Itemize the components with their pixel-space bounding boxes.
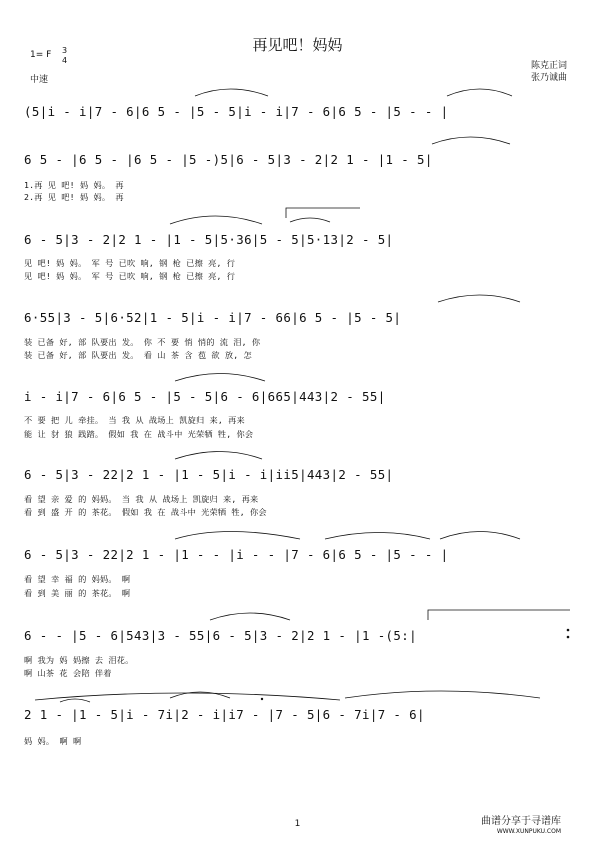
score-row-9: 2 1 - |1 - 5|i - 7i|2 - i|i7 - |7 - 5|6 - 7i|7 - 6| (24, 707, 425, 722)
lyricist-credit: 陈克正词 (530, 61, 567, 71)
footer-url: WWW.XUNPUKU.COM (496, 828, 561, 835)
score-row-8: 6 - - |5 - 6|543|3 - 55|6 - 5|3 - 2|2 1 - |1 -(5:| (24, 628, 417, 643)
composer-credit: 张乃诚曲 (530, 73, 567, 83)
tempo-marking: 中速 (30, 75, 49, 85)
page-number: 1 (294, 819, 301, 829)
key-signature: 1= F (30, 50, 52, 60)
lyrics-row-3-verse-1: 见 吧! 妈 妈。 军 号 已吹 响, 钢 枪 已擦 亮, 行 (24, 258, 236, 268)
time-signature-bottom: 4 (62, 56, 68, 65)
lyrics-row-8-verse-1: 啊 我为 妈 妈擦 去 泪花。 (24, 655, 134, 665)
lyrics-row-2-verse-1: 1.再 见 吧! 妈 妈。 再 (24, 180, 124, 190)
footer-text: 曲谱分享于寻谱库 (481, 816, 561, 827)
lyrics-row-5-verse-1: 不 要 把 儿 牵挂。 当 我 从 战场上 凯旋归 来, 再来 (24, 415, 245, 425)
lyrics-row-3-verse-2: 见 吧! 妈 妈。 军 号 已吹 响, 钢 枪 已擦 亮, 行 (24, 271, 236, 281)
score-row-2: 6 5 - |6 5 - |6 5 - |5 -)5|6 - 5|3 - 2|2 1 - |1 - 5| (24, 152, 433, 167)
lyrics-row-6-verse-1: 看 望 亲 爱 的 妈妈。 当 我 从 战场上 凯旋归 来, 再来 (24, 494, 259, 504)
score-row-7: 6 - 5|3 - 22|2 1 - |1 - - |i - - |7 - 6|6 5 - |5 - - | (24, 547, 449, 562)
lyrics-row-5-verse-2: 能 让 豺 狼 践踏。 假如 我 在 战斗中 光荣牺 牲, 你会 (24, 429, 254, 439)
score-row-6: 6 - 5|3 - 22|2 1 - |1 - 5|i - i|ii5|443|2 - 55| (24, 467, 394, 482)
lyrics-row-6-verse-2: 看 到 盛 开 的 茶花。 假如 我 在 战斗中 光荣牺 牲, 你会 (24, 507, 267, 517)
score-row-1: (5|i - i|7 - 6|6 5 - |5 - 5|i - i|7 - 6|6 5 - |5 - - | (24, 104, 449, 119)
page-title: 再见吧！妈妈 (252, 36, 343, 54)
lyrics-row-4-verse-1: 装 已备 好, 部 队要出 发。 你 不 要 悄 悄的 流 泪, 你 (24, 337, 261, 347)
lyrics-row-8-verse-2: 啊 山茶 花 会陪 伴着 (24, 668, 112, 678)
time-signature-top: 3 (62, 46, 68, 55)
lyrics-row-4-verse-2: 装 已备 好, 部 队要出 发。 看 山 茶 含 苞 欲 放, 怎 (24, 350, 252, 360)
lyrics-row-2-verse-2: 2.再 见 吧! 妈 妈。 再 (24, 192, 124, 202)
lyrics-row-7-verse-2: 看 到 美 丽 的 茶花。 啊 (24, 588, 131, 598)
score-row-3: 6 - 5|3 - 2|2 1 - |1 - 5|5·36|5 - 5|5·13|2 - 5| (24, 232, 394, 247)
score-row-4: 6·55|3 - 5|6·52|1 - 5|i - i|7 - 66|6 5 - |5 - 5| (24, 310, 402, 325)
score-row-5: i - i|7 - 6|6 5 - |5 - 5|6 - 6|665|443|2 - 55| (24, 389, 386, 404)
lyrics-row-7-verse-1: 看 望 幸 福 的 妈妈。 啊 (24, 574, 131, 584)
lyrics-row-9-verse-1: 妈 妈。 啊 啊 (24, 736, 82, 746)
